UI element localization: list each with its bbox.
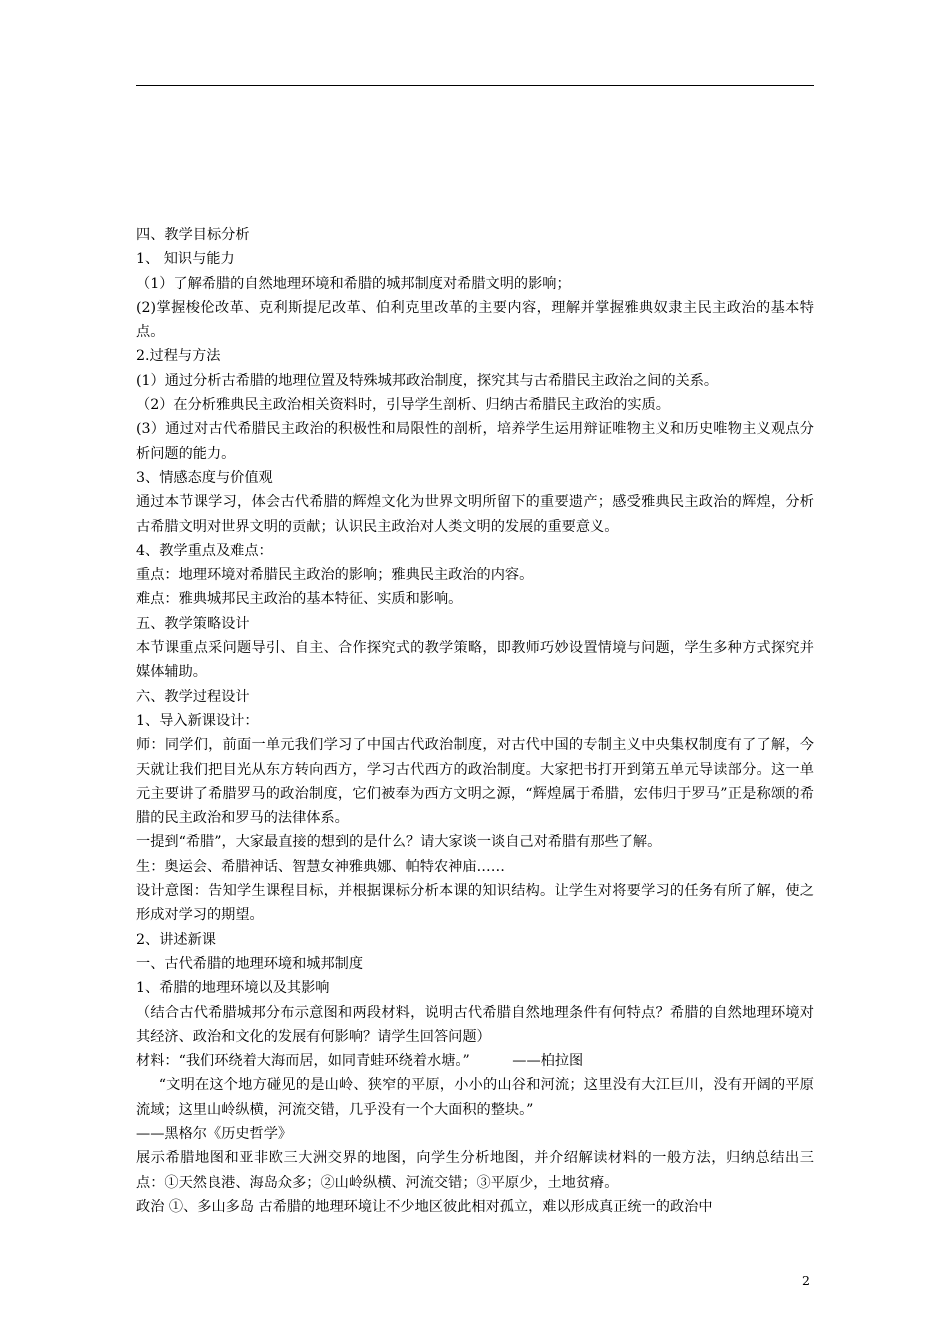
paragraph: 通过本节课学习，体会古代希腊的辉煌文化为世界文明所留下的重要遗产；感受雅典民主政治的辉煌，分析古希腊文明对世界文明的贡献；认识民主政治对人类文明的发展的重要意义。 xyxy=(136,494,814,535)
paragraph: （1）了解希腊的自然地理环境和希腊的城邦制度对希腊文明的影响； xyxy=(136,275,571,292)
subheading: 4、教学重点及难点： xyxy=(136,542,273,559)
quote-line: 材料：“我们环绕着大海而居，如同青蛙环绕着水塘。” ——柏拉图 xyxy=(136,1053,584,1070)
subheading: 1、 知识与能力 xyxy=(136,251,235,268)
paragraph: 一提到“希腊”，大家最直接的想到的是什么？请大家谈一谈自己对希腊有那些了解。 xyxy=(136,834,662,851)
paragraph: 难点：雅典城邦民主政治的基本特征、实质和影响。 xyxy=(136,591,463,608)
paragraph: 重点：地理环境对希腊民主政治的影响；雅典民主政治的内容。 xyxy=(136,567,534,584)
paragraph: 展示希腊地图和亚非欧三大洲交界的地图，向学生分析地图，并介绍解读材料的一般方法，归纳总结出三点：①天然良港、海岛众多；②山岭纵横、河流交错；③平原少，土地贫瘠。 xyxy=(136,1150,814,1191)
quote-attribution: ——黑格尔《历史哲学》 xyxy=(136,1125,293,1142)
paragraph: 生：奥运会、希腊神话、智慧女神雅典娜、帕特农神庙…… xyxy=(136,858,505,875)
subheading: 2.过程与方法 xyxy=(136,348,221,365)
paragraph: (2)掌握梭伦改革、克利斯提尼改革、伯利克里改革的主要内容，理解并掌握雅典奴隶主民主政治的基本特点。 xyxy=(136,299,814,341)
paragraph: (1）通过分析古希腊的地理位置及特殊城邦政治制度，探究其与古希腊民主政治之间的关系。 xyxy=(136,372,719,389)
subheading: 一、古代希腊的地理环境和城邦制度 xyxy=(136,955,364,972)
paragraph: （结合古代希腊城邦分布示意图和两段材料，说明古代希腊自然地理条件有何特点？希腊的自然地理环境对其经济、政治和文化的发展有何影响？请学生回答问题） xyxy=(136,1004,814,1045)
section-heading: 六、教学过程设计 xyxy=(136,688,250,705)
section-heading: 五、教学策略设计 xyxy=(136,615,250,632)
paragraph: （2）在分析雅典民主政治相关资料时，引导学生剖析、归纳古希腊民主政治的实质。 xyxy=(136,397,670,414)
paragraph: (3）通过对古代希腊民主政治的积极性和局限性的剖析，培养学生运用辩证唯物主义和历史唯物主义观点分析问题的能力。 xyxy=(136,421,814,462)
subheading: 1、导入新课设计： xyxy=(136,712,259,729)
subheading: 3、情感态度与价值观 xyxy=(136,469,273,486)
header-rule xyxy=(136,85,814,86)
paragraph: 师：同学们，前面一单元我们学习了中国古代政治制度，对古代中国的专制主义中央集权制度有了了解，今天就让我们把目光从东方转向西方，学习古代西方的政治制度。大家把书打开到第五单元导读部分。这一单元主要讲了希腊罗马的政治制度，它们被奉为西方文明之源，“辉煌属于希腊，宏伟归于罗马”正是称颂的希腊的民主政治和罗马的法律体系。 xyxy=(136,737,814,827)
section-heading: 四、教学目标分析 xyxy=(136,227,250,243)
paragraph: 政治 ①、多山多岛 古希腊的地理环境让不少地区彼此相对孤立，难以形成真正统一的政治中 xyxy=(136,1198,713,1215)
subheading: 2、讲述新课 xyxy=(136,931,216,948)
paragraph: 本节课重点采问题导引、自主、合作探究式的教学策略，即教师巧妙设置情境与问题，学生多种方式探究并媒体辅助。 xyxy=(136,640,814,681)
page-number: 2 xyxy=(802,1273,810,1288)
paragraph: 设计意图：告知学生课程目标，并根据课标分析本课的知识结构。让学生对将要学习的任务有所了解，使之形成对学习的期望。 xyxy=(136,883,814,924)
document-body xyxy=(136,223,814,1219)
quote-paragraph: “文明在这个地方碰见的是山岭、狭窄的平原，小小的山谷和河流；这里没有大江巨川，没有开阔的平原流域；这里山岭纵横，河流交错，几乎没有一个大面积的整块。” xyxy=(136,1077,814,1118)
subheading: 1、希腊的地理环境以及其影响 xyxy=(136,980,330,997)
